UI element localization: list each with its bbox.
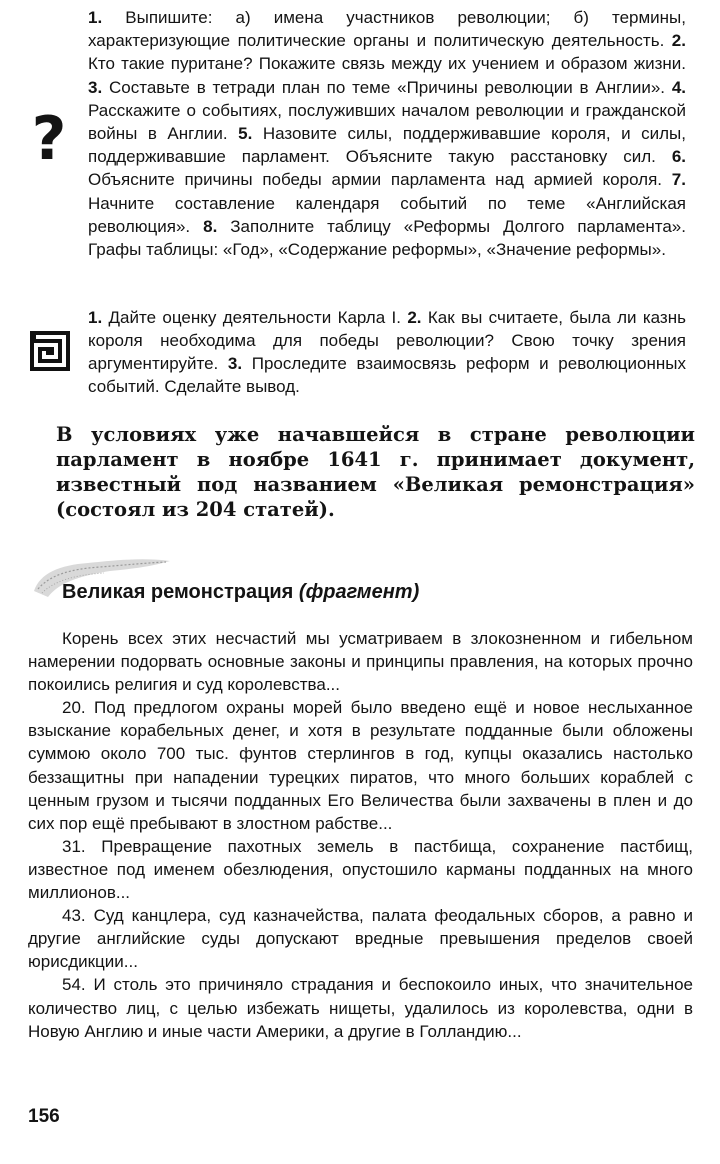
intro-paragraph: В условиях уже начавшейся в стране революции парламент в ноябре 1641 г. принимает документ, известный под названием «Великая ремонстрация» (состоял из 204 статей).: [56, 423, 695, 521]
meander-task-icon: [30, 331, 70, 371]
task-text: Дайте оценку деятельности Карла I.: [108, 308, 401, 327]
question-text: Назовите силы, поддерживавшие короля, и силы, поддерживавшие парламент. Объясните такую расстановку сил.: [88, 124, 686, 167]
question-number: 1.: [88, 8, 103, 27]
task-number: 2.: [407, 308, 422, 327]
question-number: 3.: [88, 77, 103, 97]
question-text: Объясните причины победы армии парламента над армией короля.: [88, 170, 663, 190]
question-number: 5.: [238, 124, 253, 144]
document-paragraph: 54. И столь это причиняло страдания и беспокоило иных, что значительное количество лиц, с целью избежать нищеты, удалилось из королевства, одни в Новую Англию и иные части Америки, а другие в Голландию...: [28, 975, 693, 1041]
question-text: Кто такие пуритане? Покажите связь между их учением и образом жизни.: [88, 54, 686, 74]
question-mark-icon: ?: [31, 104, 67, 174]
question-text: Выпишите: а) имена участников революции; б) термины, характеризующие политические органы и политическую деятельность.: [88, 8, 686, 51]
question-text: Составьте в тетради план по теме «Причины революции в Англии».: [109, 77, 665, 97]
question-text: Заполните таблицу «Реформы Долгого парламента». Графы таблицы: «Год», «Содержание реформы», «Значение реформы».: [88, 216, 686, 260]
document-title: Великая ремонстрация (фрагмент): [62, 581, 420, 603]
document-paragraph: Корень всех этих несчастий мы усматриваем в злокозненном и гибельном намерении подорвать основные законы и принципы правления, на которых прочно покоились религия и суд королевства...: [28, 629, 693, 695]
task-number: 3.: [227, 354, 243, 373]
question-number: 8.: [203, 216, 218, 236]
document-paragraph: 20. Под предлогом охраны морей было введено ещё и новое неслыханное взыскание корабельных денег, и хотя в результате подданные были обложены суммою около 700 тыс. фунтов стерлингов в год, купцы оказались настолько беззащитны при нападении турецких пиратов, что много больших кораблей с ценным грузом и тысячи подданных Его Величества были захвачены в плен и до сих пор ещё пребывают в злостном рабстве...: [28, 698, 693, 833]
task-text: Проследите взаимосвязь реформ и революционных событий. Сделайте вывод.: [88, 354, 686, 396]
question-number: 6.: [671, 147, 687, 167]
task-text: Как вы считаете, была ли казнь короля необходима для победы революции? Свою точку зрения аргументируйте.: [88, 308, 686, 373]
document-paragraph: 43. Суд канцлера, суд казначейства, палата феодальных сборов, а равно и другие английские суды допускают вредные превышения пределов своей юрисдикции...: [28, 906, 693, 972]
question-number: 7.: [671, 170, 686, 190]
document-paragraph: 31. Превращение пахотных земель в пастбища, сохранение пастбищ, известное под именем обезлюдения, опустошило карманы подданных на много миллионов...: [28, 836, 693, 903]
task-number: 1.: [88, 308, 103, 327]
question-number: 2.: [671, 31, 686, 51]
document-body: [28, 627, 693, 1043]
question-text: Расскажите о событиях, послуживших началом революции и гражданской войны в Англии.: [88, 100, 686, 144]
question-text: Начните составление календаря событий по теме «Английская революция».: [88, 193, 686, 236]
page-number: 156: [28, 1106, 60, 1127]
questions-block: [88, 6, 686, 261]
question-number: 4.: [671, 77, 686, 97]
tasks-block: [88, 306, 686, 398]
document-heading: [30, 553, 560, 609]
